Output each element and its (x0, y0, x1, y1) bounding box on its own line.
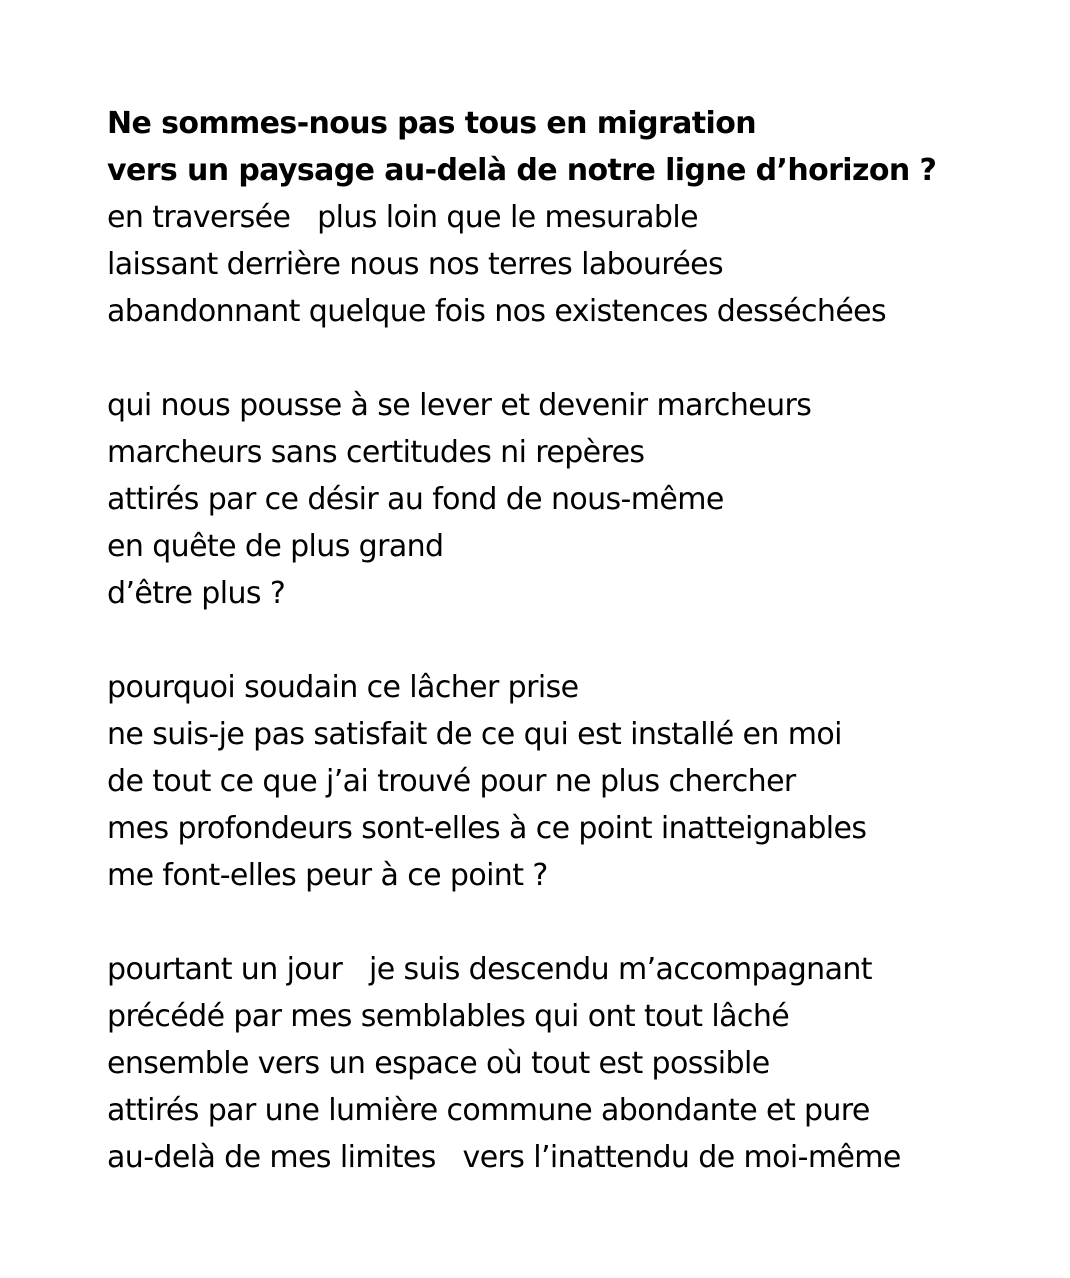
poem-line: attirés par ce désir au fond de nous-même (107, 482, 724, 517)
poem-line: en quête de plus grand (107, 529, 444, 564)
poem-line: Ne sommes-nous pas tous en migration (107, 106, 756, 141)
poem-line: me font-elles peur à ce point ? (107, 858, 548, 893)
poem-line: pourquoi soudain ce lâcher prise (107, 670, 579, 705)
poem-line: marcheurs sans certitudes ni repères (107, 435, 645, 470)
poem-line: en traversée plus loin que le mesurable (107, 200, 698, 235)
stanza-4 (107, 946, 1047, 1181)
poem-line: attirés par une lumière commune abondante et pure (107, 1093, 870, 1128)
poem-line: laissant derrière nous nos terres labourées (107, 247, 724, 282)
poem-line: ne suis-je pas satisfait de ce qui est installé en moi (107, 717, 842, 752)
poem-line: d’être plus ? (107, 576, 286, 611)
stanza-3 (107, 664, 1047, 899)
poem-line: vers un paysage au-delà de notre ligne d’horizon ? (107, 153, 937, 188)
poem-text (107, 100, 1047, 1228)
poem-line: ensemble vers un espace où tout est possible (107, 1046, 770, 1081)
poem-line: au-delà de mes limites vers l’inattendu de moi-même (107, 1140, 901, 1175)
poem-line: abandonnant quelque fois nos existences desséchées (107, 294, 887, 329)
poem-line: pourtant un jour je suis descendu m’accompagnant (107, 952, 872, 987)
stanza-2 (107, 382, 1047, 617)
stanza-1 (107, 100, 1047, 335)
poem-line: qui nous pousse à se lever et devenir marcheurs (107, 388, 812, 423)
poem-line: mes profondeurs sont-elles à ce point inatteignables (107, 811, 867, 846)
poem-line: de tout ce que j’ai trouvé pour ne plus chercher (107, 764, 796, 799)
poem-line: précédé par mes semblables qui ont tout lâché (107, 999, 790, 1034)
